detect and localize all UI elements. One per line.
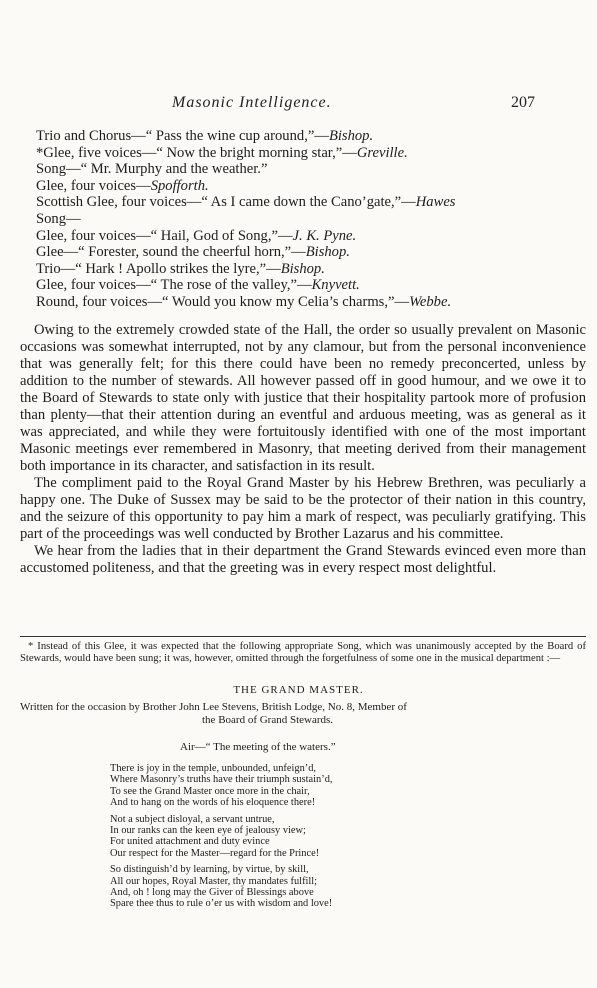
program-line: Round, four voices—“ Would you know my Celia’s charms,”—Webbe. (36, 293, 452, 310)
footnote-divider (20, 636, 586, 637)
composer: Spofforth. (150, 177, 209, 194)
running-title: Masonic Intelligence. (172, 94, 332, 111)
stanza (110, 864, 570, 910)
composer: Greville. (356, 144, 408, 161)
verse-line: In our ranks can the keen eye of jealousy view; (110, 825, 306, 837)
program-line: Trio—“ Hark ! Apollo strikes the lyre,”—Bishop. (36, 260, 325, 277)
attribution-line: the Board of Grand Stewards. (202, 713, 334, 726)
program-line: Trio and Chorus—“ Pass the wine cup around,”—Bishop. (36, 128, 374, 144)
program-line: Glee, four voices—Spofforth. (36, 177, 209, 194)
stanza (110, 763, 570, 809)
poem-air: Air—“ The meeting of the waters.” (180, 741, 336, 753)
verse-line: So distinguish’d by learning, by virtue, by skill, (110, 864, 309, 876)
composer: Bishop. (280, 260, 325, 277)
program-line: Song—“ Mr. Murphy and the weather.” (36, 161, 268, 178)
paragraph: The compliment paid to the Royal Grand Master by his Hebrew Brethren, was peculiarly a happy one. The Duke of Sussex may be said to be the protector of their nation in this country, and the seizure of this opportunity to pay him a mark of respect, was peculiarly gratifying. This part of the proceedings was well conducted by Brother Lazarus and his committee. (20, 475, 586, 542)
composer: Knyvett. (311, 277, 360, 294)
page-header (0, 94, 597, 116)
verse-line: Not a subject disloyal, a servant untrue, (110, 813, 275, 825)
verse-line: Our respect for the Master—regard for the Prince! (110, 847, 320, 859)
verse-line: For united attachment and duty evince (110, 836, 270, 848)
program-line: *Glee, five voices—“ Now the bright morning star,”—Greville. (36, 144, 408, 161)
attribution-line: Written for the occasion by Brother John Lee Stevens, British Lodge, No. 8, Member of (20, 701, 407, 713)
poem-attribution (20, 701, 586, 726)
article-body (20, 322, 586, 577)
program-line: Song— (36, 210, 81, 227)
composer: J. K. Pyne. (292, 227, 357, 244)
footnote: * Instead of this Glee, it was expected that the following appropriate Song, which was unanimously accepted by the Board of Stewards, would have been sung; it was, however, omitted through the forgetfulness of some one in the musical department :— (20, 641, 586, 665)
verse-line: All our hopes, Royal Master, thy mandates fulfill; (110, 875, 318, 887)
verse-line: And to hang on the words of his eloquence there! (110, 797, 316, 809)
program-line: Glee—“ Forester, sound the cheerful horn,”—Bishop. (36, 244, 350, 261)
concert-program (36, 128, 576, 311)
paragraph: Owing to the extremely crowded state of the Hall, the order so usually prevalent on Masonic occasions was somewhat interrupted, not by any clamour, but from the personal inconvenience that was generally felt; for this there could have been no remedy preconcerted, unless by addition to the number of stewards. All however passed off in good humour, and we owe it to the Board of Stewards to state only with justice that their hospitality partook more of profusion than plenty—that their attention during an eventful and arduous meeting, was as general as it was appreciated, and while they were fortuitously identified with one of the most important Masonic meetings ever remembered in Masonry, that meeting derived from their management both importance in its character, and satisfaction in its result. (20, 322, 586, 474)
composer: Hawes (415, 194, 456, 211)
verse-line: There is joy in the temple, unbounded, unfeign’d, (110, 763, 317, 774)
program-line: Glee, four voices—“ Hail, God of Song,”—J. K. Pyne. (36, 227, 357, 244)
verse-line: Spare thee thus to rule o’er us with wisdom and love! (110, 898, 333, 910)
composer: Bishop. (305, 244, 350, 261)
stanza (110, 814, 570, 860)
verse-line: Where Masonry’s truths have their triumph sustain’d, (110, 774, 333, 786)
composer: Bishop. (328, 128, 374, 144)
poem-verses (110, 763, 570, 915)
program-line: Scottish Glee, four voices—“ As I came down the Cano’gate,”—Hawes (36, 194, 456, 211)
program-line: Glee, four voices—“ The rose of the valley,”—Knyvett. (36, 277, 360, 294)
verse-line: And, oh ! long may the Giver of Blessings above (110, 887, 314, 899)
poem-title: THE GRAND MASTER. (233, 684, 364, 696)
paragraph: We hear from the ladies that in their department the Grand Stewards evinced even more than accustomed politeness, and that the greeting was in every respect most delightful. (20, 543, 586, 576)
composer: Webbe. (409, 293, 452, 310)
verse-line: To see the Grand Master once more in the chair, (110, 785, 310, 797)
page-number: 207 (511, 94, 535, 111)
